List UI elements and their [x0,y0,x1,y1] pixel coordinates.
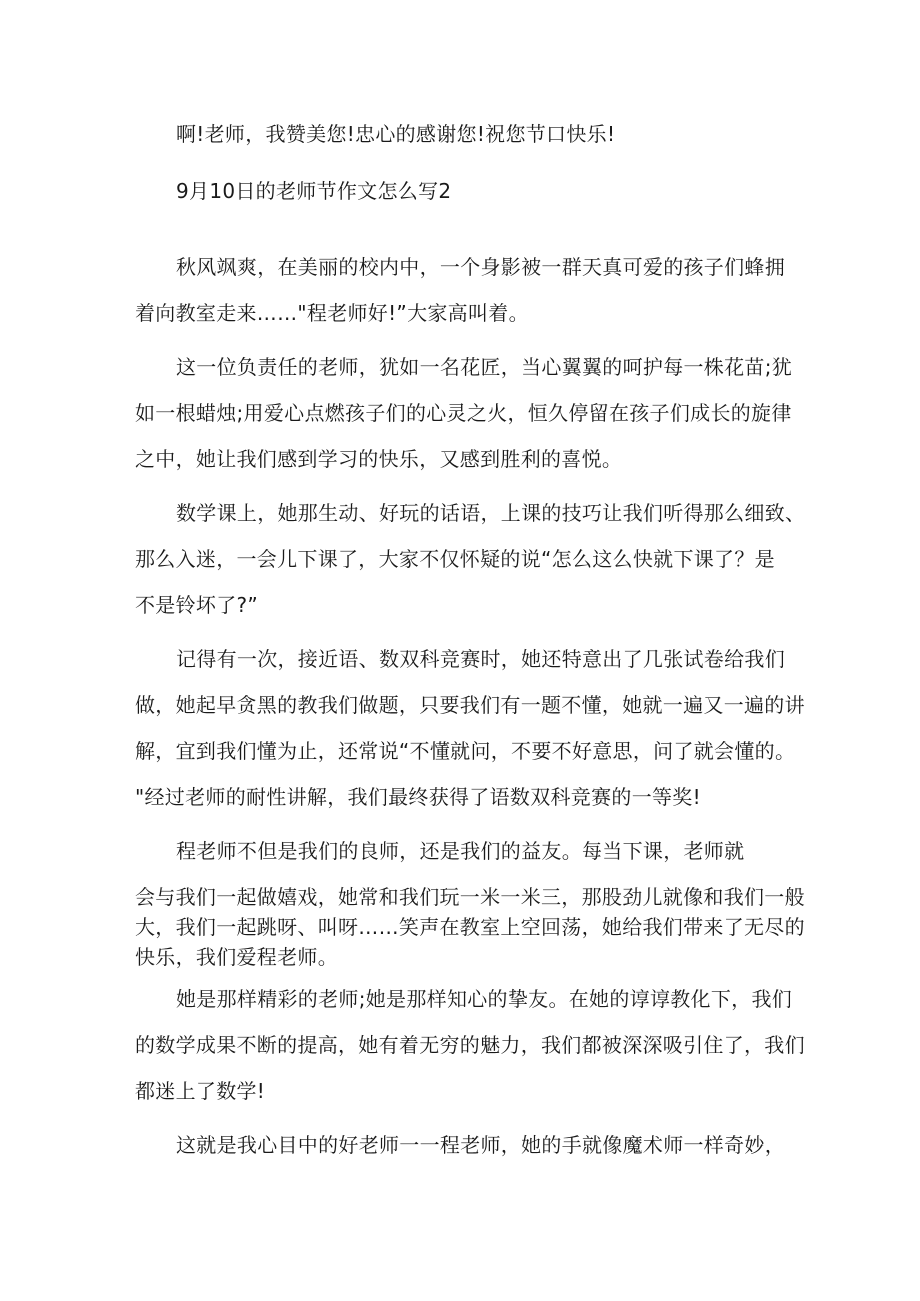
text-line: 的数学成果不断的提高，她有着无穷的魅力，我们都被深深吸引住了，我们 [135,1033,805,1057]
text-line: 秋风飒爽，在美丽的校内中，一个身影被一群天真可爱的孩子们蜂拥 [176,255,785,279]
text-line: 这一位负责任的老师，犹如一名花匠，当心翼翼的呵护每一株花苗;犹 [176,355,793,379]
text-line: "经过老师的耐性讲解，我们最终获得了语数双科竞赛的一等奖! [135,785,701,809]
text-line: 大，我们一起跳呀、叫呀……笑声在教室上空回荡，她给我们带来了无尽的 [135,915,805,939]
text-line: 都迷上了数学! [135,1079,266,1103]
text-line: 记得有一次，接近语、数双科竞赛时，她还特意出了几张试卷给我们 [176,647,785,671]
text-line: 如一根蜡烛;用爱心点燃孩子们的心灵之火，恒久停留在孩子们成长的旋律 [135,401,792,425]
text-line: 程老师不但是我们的良师，还是我们的益友。每当下课，老师就 [176,839,745,863]
text-line: 解，宜到我们懂为止，还常说“不懂就问，不要不好意思，问了就会懂的。 [135,739,796,763]
text-line: 做，她起早贪黑的教我们做题，只要我们有一题不懂，她就一遍又一遍的讲 [135,693,805,717]
text-line-closing: 啊!老师，我赞美您!忠心的感谢您!祝您节口快乐! [176,122,616,146]
essay-heading: 9月10日的老师节作文怎么写2 [176,179,452,203]
text-line: 这就是我心目中的好老师一一程老师，她的手就像魔术师一样奇妙， [176,1133,785,1157]
text-line: 之中，她让我们感到学习的快乐，又感到胜利的喜悦。 [135,447,623,471]
text-line: 着向教室走来……"程老师好!”大家高叫着。 [135,301,529,325]
text-line: 她是那样精彩的老师;她是那样知心的挚友。在她的谆谆教化下，我们 [176,987,793,1011]
text-line: 快乐，我们爱程老师。 [135,945,338,969]
text-line: 数学课上，她那生动、好玩的话语，上课的技巧让我们听得那么细致、 [176,501,806,525]
text-line: 会与我们一起做嬉戏，她常和我们玩一米一米三，那股劲儿就像和我们一般 [135,885,805,909]
text-line: 不是铃坏了?” [135,593,259,617]
text-line: 那么入迷，一会儿下课了，大家不仅怀疑的说“怎么这么快就下课了？是 [135,547,775,571]
